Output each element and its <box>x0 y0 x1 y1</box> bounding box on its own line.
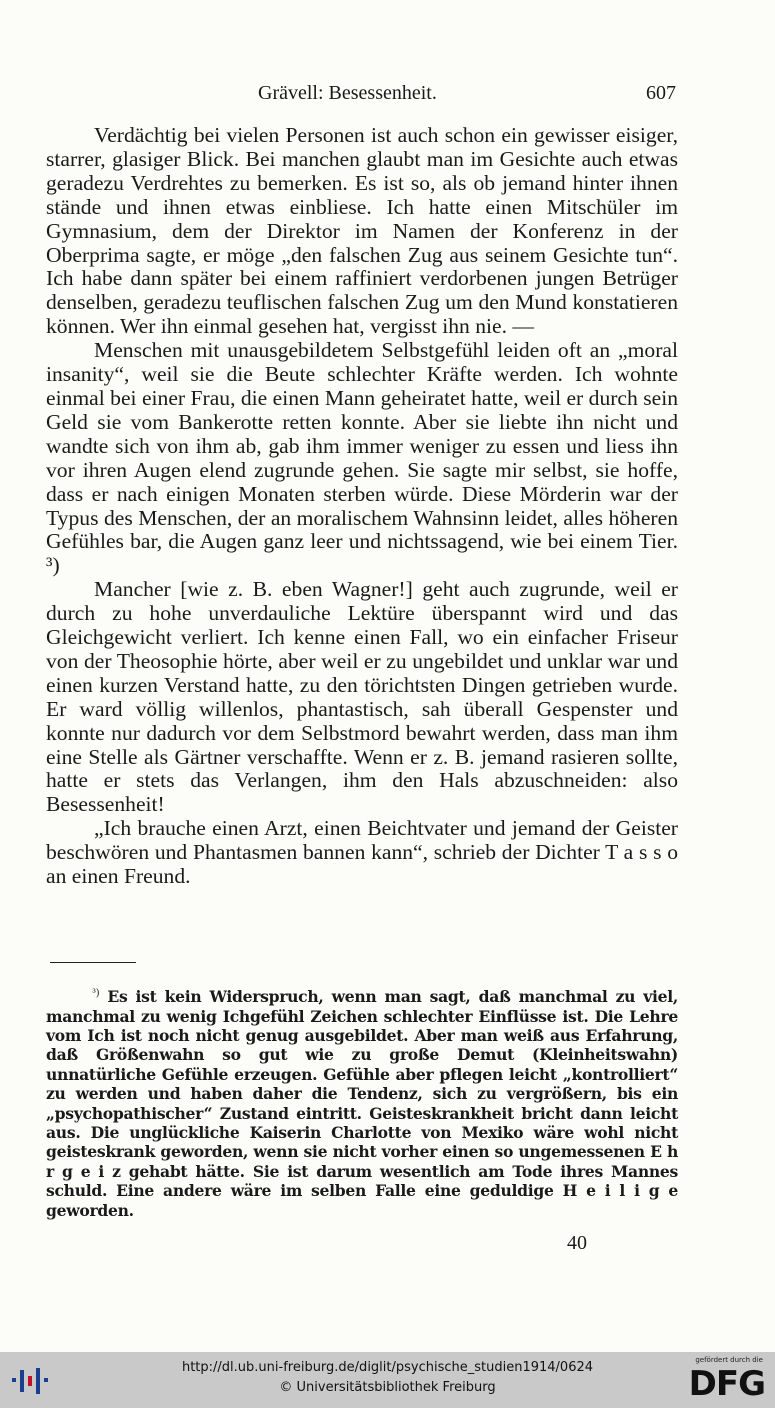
running-title: Grävell: Besessenheit. <box>258 82 437 104</box>
footnote <box>46 984 678 1220</box>
signature-mark: 40 <box>567 1232 587 1254</box>
source-url-link[interactable]: http://dl.ub.uni-freiburg.de/diglit/psychische_studien1914/0624 <box>181 1360 594 1375</box>
copyright-text: © Universitätsbibliothek Freiburg <box>279 1380 496 1395</box>
dfg-logo[interactable]: DFG <box>688 1364 765 1404</box>
footnote-marker: ³) <box>92 988 100 999</box>
paragraph: Verdächtig bei vielen Personen ist auch schon ein gewisser eisiger, starrer, glasiger Blick. Bei manchen glaubt man im Gesichte auch etwas geradezu Verdrehtes zu bemerken. Es ist so, als ob jemand hinter ihnen stände und ihnen etwas einbliese. Ich hatte einen Mitschüler im Gymnasium, dem der Direktor im Namen der Konferenz in der Oberprima sagte, er möge „den falschen Zug aus seinem Gesichte tun“. Ich habe dann später bei einem raffiniert verdorbenen jungen Betrüger denselben, geradezu teuflischen falschen Zug um den Mund konstatieren können. Wer ihn einmal gesehen hat, vergisst ihn nie. — <box>46 123 678 339</box>
paragraph: „Ich brauche einen Arzt, einen Beichtvater und jemand der Geister beschwören und Phantasmen bannen kann“, schrieb der Dichter T a s s o an einen Freund. <box>46 816 678 889</box>
paragraph: Menschen mit unausgebildetem Selbstgefühl leiden oft an „moral insanity“, weil sie die Beute schlechter Kräfte werden. Ich wohnte einmal bei einer Frau, die einen Mann geheiratet hatte, weil er durch sein Geld sie vom Bankerotte retten konnte. Aber sie liebte ihn nicht und wandte sich von ihm ab, gab ihm immer weniger zu essen und liess ihn vor ihren Augen elend zugrunde gehen. Sie sagte mir selbst, sie hoffe, dass er nach einigen Monaten sterben würde. Diese Mörderin war der Typus des Menschen, der an moralischem Wahnsinn leidet, alles höheren Gefühles bar, die Augen ganz leer und nichtssagend, wie bei einem Tier. ³) <box>46 338 678 578</box>
footnote-divider <box>50 962 136 963</box>
footnote-text: Es ist kein Widerspruch, wenn man sagt, daß manchmal zu viel, manchmal zu wenig Ichgefühl Zeichen schlechter Einflüsse ist. Die Lehre vom Ich ist noch nicht genug ausgebildet. Aber man weiß aus Erfahrung, daß Größenwahn so gut wie zu große Demut (Kleinheitswahn) unnatürliche Gefühle erzeugen. Gefühle aber pflegen leicht „kontrolliert“ zu werden und haben daher die Tendenz, sich zu vergrößern, bis ein „psychopathischer“ Zustand eintritt. Geisteskrankheit bricht dann leicht aus. Die unglückliche Kaiserin Charlotte von Mexiko wäre wohl nicht geisteskrank geworden, wenn sie nicht vorher einen so ungemessenen E h r g e i z gehabt hätte. Sie ist darum wesentlich am Tode ihres Mannes schuld. Eine andere wäre im selben Falle eine geduldige H e i l i g e geworden. <box>46 987 678 1220</box>
viewer-footer <box>0 1352 775 1408</box>
page-number: 607 <box>646 82 676 104</box>
paragraph: Mancher [wie z. B. eben Wagner!] geht auch zugrunde, weil er durch zu hohe unverdauliche Lektüre überspannt wird und das Gleichgewicht verliert. Ich kenne einen Fall, wo ein einfacher Friseur von der Theosophie hörte, aber weil er zu ungebildet und unklar war und einen kurzen Verstand hatte, zu den törichtsten Dingen getrieben wurde. Er ward völlig willenlos, phantastisch, sah überall Gespenster und konnte nur dadurch vor dem Selbstmord bewahrt werden, dass man ihm eine Stelle als Gärtner verschaffte. Wenn er z. B. jemand rasieren sollte, hatte er stets das Verlangen, ihm den Hals abzuschneiden: also Besessenheit! <box>46 577 678 817</box>
dfg-tagline: gefördert durch die <box>695 1356 763 1364</box>
running-header <box>0 82 775 110</box>
main-text <box>46 124 678 889</box>
